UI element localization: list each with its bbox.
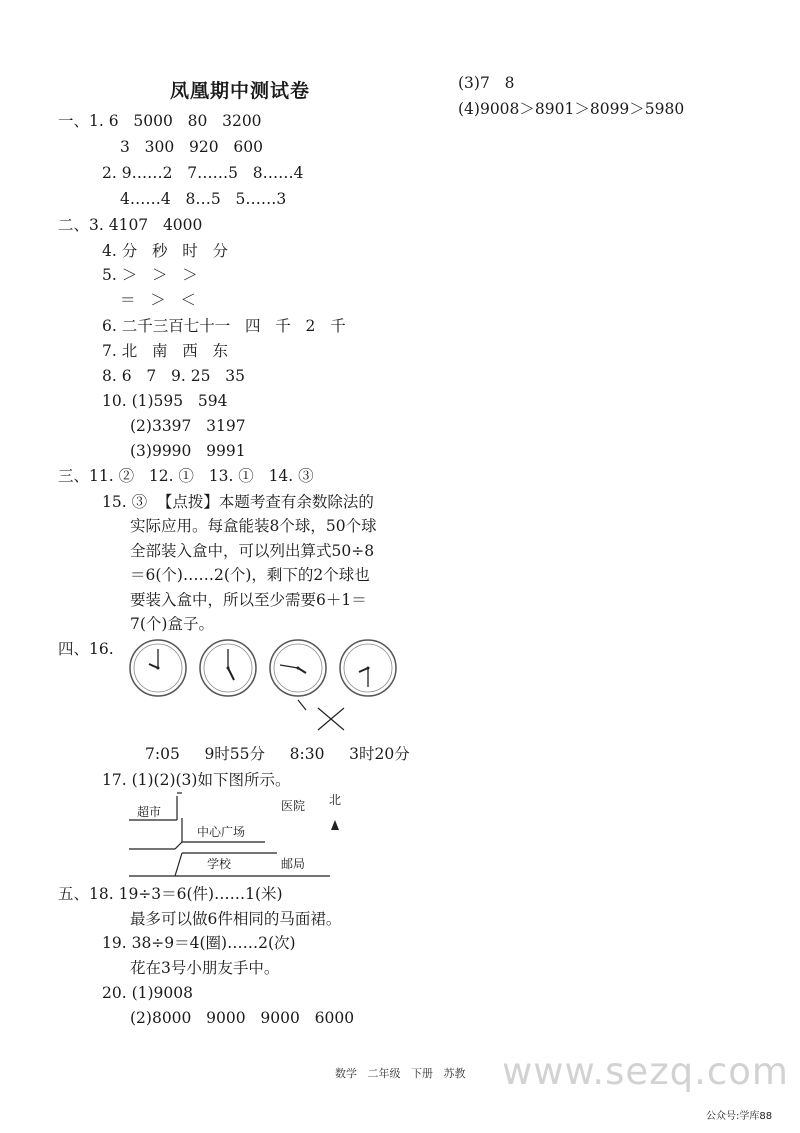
- page-title: 凤凰期中测试卷: [170, 80, 311, 102]
- answer-line: ＝ ＞ ＜: [120, 291, 197, 309]
- answer-line: (4)9008＞8901＞8099＞5980: [458, 100, 685, 118]
- route-map: [125, 788, 365, 878]
- answer-line: 五、18. 19÷3＝6(件)……1(米): [58, 885, 283, 903]
- clock-icon: [128, 638, 188, 698]
- answer-line: 7. 北 南 西 东: [102, 342, 229, 360]
- answer-line: 要装入盒中，所以至少需要6＋1＝: [130, 591, 367, 609]
- answer-line: 2. 9……2 7……5 8……4: [102, 164, 304, 182]
- map-label-supermarket: 超市: [137, 805, 162, 819]
- answer-line: 8. 6 7 9. 25 35: [102, 367, 245, 385]
- map-label-post-office: 邮局: [281, 857, 306, 871]
- watermark: www.sezq.com: [502, 1050, 789, 1093]
- answer-line: 实际应用。每盒能装8个球，50个球: [130, 517, 377, 535]
- answer-line: (2)8000 9000 9000 6000: [130, 1009, 355, 1027]
- matching-lines: [280, 696, 360, 736]
- answer-line: 4……4 8…5 5……3: [120, 190, 287, 208]
- answer-line: 7(个)盒子。: [130, 615, 214, 633]
- answer-line: 10. (1)595 594: [102, 392, 228, 410]
- answer-line: 全部装入盒中，可以列出算式50÷8: [130, 542, 375, 560]
- answer-line: 三、11. ② 12. ① 13. ① 14. ③: [58, 467, 314, 485]
- answer-line: 3 300 920 600: [120, 138, 263, 156]
- answer-line: 二、3. 4107 4000: [58, 216, 203, 234]
- answer-line: 20. (1)9008: [102, 984, 193, 1002]
- answer-line: (3)9990 9991: [130, 442, 246, 460]
- answer-line: ＝6(个)……2(个)，剩下的2个球也: [130, 566, 370, 584]
- answer-line: 17. (1)(2)(3)如下图所示。: [102, 771, 291, 789]
- map-label-hospital: 医院: [281, 799, 306, 813]
- answer-line: 花在3号小朋友手中。: [130, 959, 280, 977]
- answer-line: 一、1. 6 5000 80 3200: [58, 112, 262, 130]
- answer-line: 19. 38÷9＝4(圈)……2(次): [102, 934, 296, 952]
- answer-line: 5. ＞ ＞ ＞: [102, 266, 198, 284]
- answer-line: 最多可以做6件相同的马面裙。: [130, 910, 342, 928]
- answer-line: (2)3397 3197: [130, 417, 246, 435]
- map-label-school: 学校: [207, 857, 232, 871]
- map-label-north: 北: [329, 793, 342, 807]
- answer-line: 15. ③ 【点拨】本题考查有余数除法的: [102, 493, 374, 511]
- answer-line: 7:05 9时55分 8:30 3时20分: [145, 745, 410, 763]
- map-label-plaza: 中心广场: [197, 825, 246, 839]
- answer-line: (3)7 8: [458, 74, 515, 92]
- clock-icon: [198, 638, 258, 698]
- answer-line: 6. 二千三百七十一 四 千 2 千: [102, 317, 346, 335]
- account-label: 公众号:学库88: [706, 1111, 773, 1122]
- clock-icon: [338, 638, 398, 698]
- page-footer: 数学 二年级 下册 苏教: [335, 1067, 466, 1080]
- answer-line: 4. 分 秒 时 分: [102, 242, 229, 260]
- answer-line: 四、16.: [58, 640, 114, 658]
- clock-icon: [268, 638, 328, 698]
- north-arrow-icon: [331, 820, 339, 830]
